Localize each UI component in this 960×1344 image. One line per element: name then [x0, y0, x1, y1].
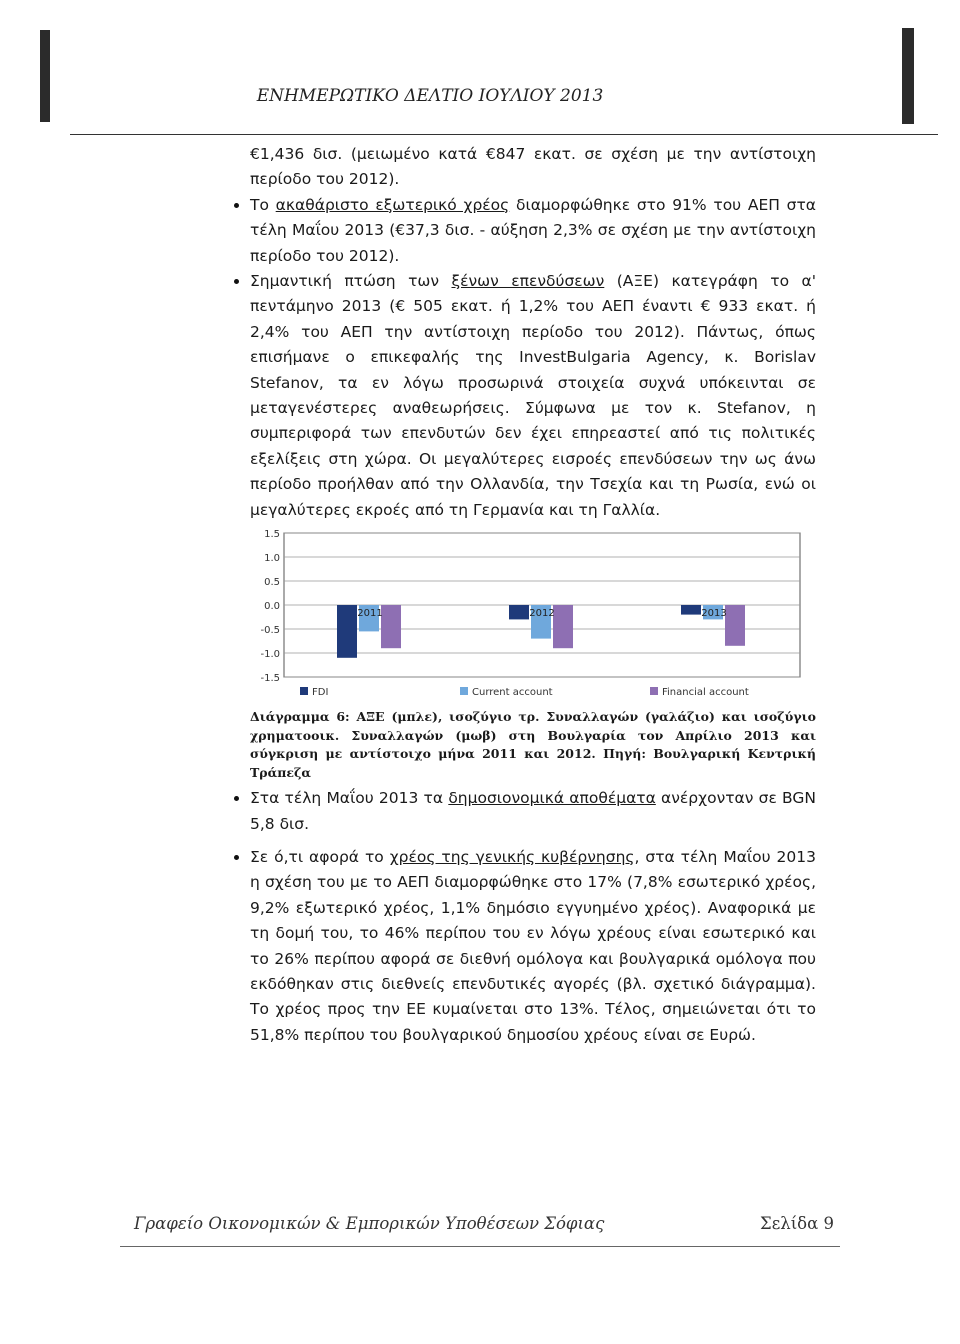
bar — [337, 605, 357, 658]
x-category-label: 2012 — [529, 608, 555, 620]
scan-edge-right — [902, 28, 914, 124]
bullet-government-debt — [250, 845, 816, 1048]
y-tick-label: 0.5 — [264, 577, 280, 589]
bar — [681, 605, 701, 615]
document-body — [250, 142, 816, 1048]
y-tick-label: 1.5 — [264, 529, 280, 541]
y-tick-label: -1.5 — [260, 673, 280, 685]
y-tick-label: 1.0 — [264, 553, 280, 565]
bullet-text: Σε ό,τι αφορά το — [250, 847, 390, 866]
chart-caption: Διάγραμμα 6: ΑΞΕ (μπλε), ισοζύγιο τρ. Συναλλαγών (γαλάζιο) και ισοζύγιο χρηματοοικ. Συναλλαγών (μωβ) στη Βουλγαρία τον Απρίλιο 2013 και σύγκριση με αντίστοιχο μήνα 2011 και 2012. Πηγή: Βουλγαρική Κεντρική Τράπεζα — [250, 709, 816, 780]
government-debt-link: χρέος της γενικής κυβέρνησης — [389, 847, 635, 866]
bullet-icon — [234, 203, 239, 208]
scan-edge-left — [40, 30, 50, 122]
external-debt-link: ακαθάριστο εξωτερικό χρέος — [275, 195, 510, 214]
header-divider — [70, 134, 938, 135]
fiscal-reserves-link: δημοσιονομικά αποθέματα — [448, 789, 656, 808]
intro-paragraph: €1,436 δισ. (μειωμένο κατά €847 εκατ. σε σχέση με την αντίστοιχη περίοδο του 2012). — [250, 145, 816, 189]
bullet-text: (ΑΞΕ) κατεγράφη το α' πεντάμηνο 2013 (€ 505 εκατ. ή 1,2% του ΑΕΠ έναντι € 933 εκατ. ή 2,4% του ΑΕΠ την αντίστοιχη περίοδο του 2012). Πάντως, όπως επισήμανε ο επικεφαλής της InvestBulgaria Agency, κ. Borislav Stefanov, τα εν λόγω προσωρινά στοιχεία συχνά υπόκεινται σε μεταγενέστερες αναθεωρήσεις. Σύμφωνα με τον κ. Stefanov, η συμπεριφορά των επενδυτών δεν έχει επηρεαστεί από τις πολιτικές εξελίξεις στη χώρα. Οι μεγαλύτερες εισροές επενδύσεων την ως άνω περίοδο προήλθαν από την Ολλανδία, την Τσεχία και τη Ρωσία, ενώ οι μεγαλύτερες εκροές από τη Γερμανία και τη Γαλλία. — [250, 272, 816, 519]
bullet-text: ανέρχονταν σε BGN 5,8 δισ. — [250, 789, 816, 833]
chart-container — [250, 527, 816, 702]
bullet-icon — [234, 796, 239, 801]
footer-divider — [120, 1246, 840, 1247]
y-tick-label: 0.0 — [264, 601, 280, 613]
y-tick-label: -1.0 — [260, 649, 280, 661]
legend-label: Financial account — [662, 687, 749, 699]
bullet-text: , στα τέλη Μαΐου 2013 η σχέση του με το ΑΕΠ διαμορφώθηκε στο 17% (7,8% εσωτερικό χρέος, 9,2% εξωτερικό χρέος, 1,1% δημόσιο εγγυημένο χρέος). Αναφορικά με τη δομή του, το 46% περίπου του εν λόγω χρέους είναι εσωτερικό και το 26% περίπου αφορά σε διεθνή ομόλογα και βουλγαρικά ομόλογα που εκδόθηκαν στις διεθνείς επενδυτικές αγορές (βλ. σχετικό διάγραμμα). Το χρέος προς την ΕΕ κυμαίνεται στο 13%. Τέλος, σημειώνεται ότι το 51,8% περίπου του βουλγαρικού δημοσίου χρέους είναι σε Ευρώ. — [250, 847, 816, 1044]
bullet-icon — [234, 279, 239, 284]
legend-swatch — [650, 687, 658, 695]
legend-label: FDI — [312, 687, 329, 699]
legend-swatch — [300, 687, 308, 695]
x-category-label: 2011 — [357, 608, 383, 620]
foreign-investment-link: ξένων επενδύσεων — [451, 272, 605, 291]
bullet-fiscal-reserves — [250, 786, 816, 837]
bullet-external-debt — [250, 193, 816, 269]
legend-label: Current account — [472, 687, 553, 699]
bullet-fdi — [250, 269, 816, 523]
x-category-label: 2013 — [701, 608, 727, 620]
bullet-text: Το — [250, 195, 276, 214]
bar-chart — [250, 527, 816, 702]
y-tick-label: -0.5 — [260, 625, 280, 637]
bar — [725, 605, 745, 646]
bar — [381, 605, 401, 648]
legend-swatch — [460, 687, 468, 695]
footer-office: Γραφείο Οικονομικών & Εμπορικών Υποθέσεων Σόφιας — [134, 1214, 605, 1233]
header-title: ΕΝΗΜΕΡΩΤΙΚΟ ΔΕΛΤΙΟ ΙΟΥΛΙΟΥ 2013 — [256, 86, 604, 106]
bar — [553, 605, 573, 648]
bullet-text: Σημαντική πτώση των — [250, 272, 452, 291]
footer-page-number: Σελίδα 9 — [760, 1214, 834, 1233]
bar — [509, 605, 529, 619]
bullet-text: διαμορφώθηκε στο 91% του ΑΕΠ στα τέλη Μαΐου 2013 (€37,3 δισ. - αύξηση 2,3% σε σχέση με την αντίστοιχη περίοδο του 2012). — [250, 195, 816, 265]
bullet-text: Στα τέλη Μαΐου 2013 τα — [250, 789, 449, 808]
bullet-icon — [234, 855, 239, 860]
